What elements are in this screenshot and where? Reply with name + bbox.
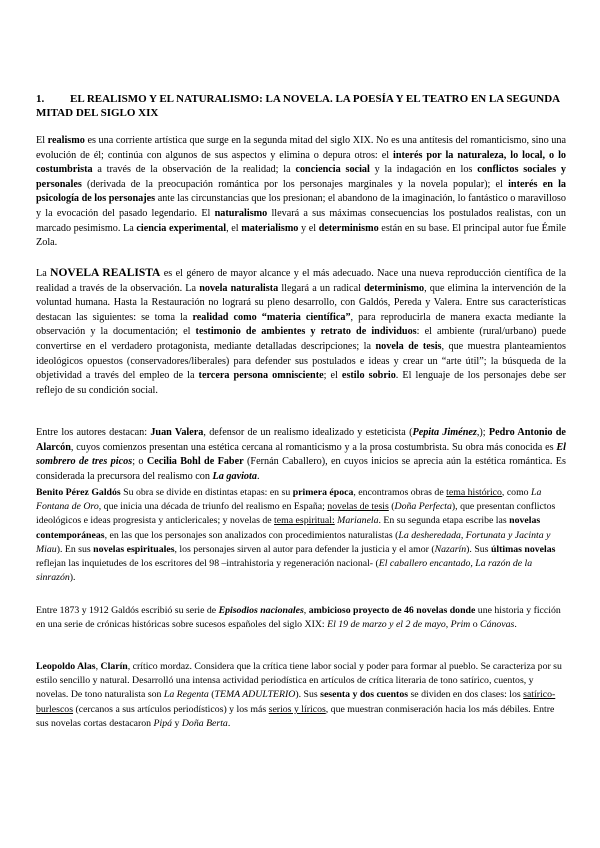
works-contemporaneas: La desheredada, Fortunata y Jacinta y Miau	[36, 529, 551, 555]
text-run: ,	[303, 605, 309, 616]
section-heading	[36, 92, 566, 120]
text-run: , como	[501, 487, 532, 498]
term-tercera-persona: tercera persona omnisciente	[198, 370, 324, 382]
text-run: (cercanos a sus artículos periodísticos) y los más	[73, 703, 269, 715]
text-run: une historia y ficción en una serie de crónicas históricas sobre sucesos españoles del siglo XIX:	[36, 605, 561, 631]
term-ambicioso-proyecto: ambicioso proyecto de 46 novelas donde	[308, 605, 476, 616]
text-run: , defensor de un realismo idealizado y esteticista (	[203, 427, 413, 438]
text-run: se dividen en dos clases: los	[408, 689, 524, 701]
term-psicologia: interés en la psicología de los personajes	[36, 178, 566, 205]
text-run: (Fernán Caballero), en cuyos inicios se aprecia aún la estética romántica. Es considerada la precursora del realismo con	[36, 456, 566, 482]
work-marianela: Marianela	[337, 515, 379, 527]
text-run: Entre 1873 y 1912 Galdós escribió su serie de	[36, 605, 219, 616]
text-run: o	[470, 619, 481, 631]
text-run: ,);	[476, 427, 489, 438]
text-run: llevará a sus máximas consecuencias los postulados realistas, con un marcado pesimismo. La	[36, 207, 566, 234]
work-nazarin: Nazarín	[434, 543, 467, 555]
text-run: y el	[298, 222, 319, 234]
text-run: (derivada de la preocupación romántica por los personajes marginales y la novela popular); el	[81, 178, 509, 190]
text-run: ). Sus	[466, 543, 491, 555]
paragraph-clarin	[36, 660, 566, 731]
text-run: , que elimina la intervención de la voluntad humana. Hasta la Restauración no logrará su pleno desarrollo, con Galdós, Pereda y Valera. Entre sus características destacan las siguientes: se toma la	[36, 282, 567, 323]
term-ultimas-novelas: últimas novelas	[490, 543, 556, 555]
work-pipa: Pipá	[153, 717, 173, 729]
term-materialismo: materialismo	[241, 222, 299, 234]
section-number: 1.	[36, 93, 45, 105]
text-run: ; o	[132, 456, 147, 468]
term-novelas-de-tesis: novelas de tesis	[327, 501, 389, 513]
term-novela-naturalista: novela naturalista	[199, 282, 279, 294]
text-run: llegará a un radical	[278, 282, 365, 294]
text-run: , cuyos comienzos presentan una estética cercana al romanticismo y a la prosa costumbrista. Su obra más conocida es	[70, 441, 557, 453]
term-materia-cientifica: realidad como “materia científica”	[192, 311, 351, 323]
text-run: es una corriente artística que surge en la segunda mitad del siglo XIX. No es una antítesis del romanticismo, sino una evolución de él; continúa con algunos de sus aspectos y elimina o depura otros: el	[36, 135, 566, 161]
term-testimonio: testimonio de ambientes y retrato de individuos	[195, 326, 417, 338]
text-run: es el género de mayor alcance y el más adecuado. Nace una nueva reproducción científica de la realidad a través de la observación. La	[36, 268, 567, 294]
text-run: , crítico mordaz. Considera que la crítica tiene labor social y poder para formar al pueblo. Se caracteriza por su estilo sencillo y natural. Desarrolló una intensa actividad periodística en artículos de crítica literaria de tono satírico, cuentos, y novelas. De tono naturalista son	[36, 661, 562, 701]
work-dona-berta: Doña Berta	[181, 717, 228, 729]
text-run: Entre los autores destacan:	[36, 427, 151, 438]
term-serios-liricos: serios y líricos	[268, 703, 326, 715]
term-ciencia: ciencia experimental	[136, 222, 227, 234]
work-prim: Prim	[450, 619, 471, 631]
text-run: (	[388, 501, 395, 513]
term-novela-de-tesis: novela de tesis	[375, 340, 442, 352]
term-novela-realista: NOVELA REALISTA	[50, 267, 161, 279]
work-pepita-jimenez: Pepita Jiménez	[412, 427, 477, 438]
work-episodios-nacionales: Episodios nacionales	[218, 605, 304, 616]
text-run: , el	[226, 222, 242, 234]
work-canovas: Cánovas	[480, 619, 515, 631]
text-run: , encontramos obras de	[353, 487, 447, 498]
term-sesenta-y-dos-cuentos: sesenta y dos cuentos	[320, 689, 409, 701]
text-run: ), que presentan conflictos ideológicos e ideas progresista y anticlericales; y novelas de	[36, 501, 556, 527]
text-run: , en las que los personajes son analizados con procedimientos naturalistas (	[104, 529, 399, 541]
works-ultimas: El caballero encantado, La razón de la sinrazón	[36, 558, 533, 584]
work-la-regenta: La Regenta	[163, 689, 209, 701]
text-run: (	[208, 689, 215, 701]
work-fontana-de-oro: La Fontana de Oro	[36, 487, 542, 513]
text-run: , que muestran conmiseración hacia los más débiles. Entre sus novelas cortas destacaron	[36, 703, 555, 729]
term-tema-historico: tema histórico	[446, 487, 502, 498]
author-alarcon: Pedro Antonio de Alarcón	[36, 427, 566, 453]
author-clarin: Clarín	[100, 661, 128, 672]
text-run: y	[172, 717, 182, 729]
term-estilo-sobrio: estilo sobrio	[341, 370, 396, 382]
term-novelas-espirituales: novelas espirituales	[93, 543, 175, 555]
text-run: , que muestra planteamientos ideológicos opuestos (conservadores/liberales) para defender sus postulados e ideas y crear un “arte útil”; la búsqueda de la objetividad a través del empleo de la	[36, 340, 566, 382]
author-leopoldo-alas: Leopoldo Alas	[36, 661, 96, 672]
paragraph-episodios	[36, 604, 566, 632]
text-run: .	[514, 619, 517, 631]
section-title: EL REALISMO Y EL NATURALISMO: LA NOVELA. LA POESÍA Y EL TEATRO EN LA SEGUNDA MITAD DEL SIGLO XIX	[36, 93, 560, 119]
text-run: El	[36, 135, 48, 146]
author-bohl: Cecilia Bohl de Faber	[146, 456, 244, 468]
work-sombrero: El sombrero de tres picos	[36, 441, 566, 468]
term-naturalismo: naturalismo	[214, 207, 268, 219]
author-valera: Juan Valera	[150, 427, 204, 438]
text-run: .	[256, 470, 260, 482]
term-realismo: realismo	[47, 135, 85, 146]
text-run: ,	[95, 661, 101, 672]
text-run: ).	[69, 572, 76, 584]
paragraph-novela-realista	[36, 266, 566, 398]
text-run: , para reproducirla de manera exacta mediante la observación y la documentación; el	[36, 311, 567, 338]
term-novelas-contemporaneas: novelas contemporáneas	[36, 515, 541, 541]
work-dona-perfecta: Doña Perfecta	[394, 501, 452, 513]
text-run: ; el	[323, 370, 342, 382]
term-conflictos: conflictos sociales y personales	[36, 164, 566, 190]
work-19-de-marzo: El 19 de marzo y el 2 de mayo	[327, 619, 446, 631]
term-conciencia-social: conciencia social	[295, 164, 370, 176]
text-run: reflejan las inquietudes de los escritores del 98 –intrahistoria y regeneración nacional- (	[36, 558, 379, 570]
text-run: Su obra se divide en distintas etapas: en su	[120, 487, 293, 498]
text-run: están en su base. El principal autor fue Émile Zola.	[36, 222, 566, 249]
term-satirico-burlescos: satírico- burlescos	[36, 689, 556, 715]
text-run: . El lenguaje de los personajes debe ser reflejo de su condición social.	[36, 370, 566, 396]
term-determinismo: determinismo	[364, 282, 425, 294]
paragraph-realismo	[36, 134, 566, 251]
text-run: . En su segunda etapa escribe las	[378, 515, 510, 527]
text-run: ). En sus	[56, 543, 94, 555]
text-run: La	[36, 268, 51, 279]
text-run: y la indagación en los	[369, 164, 478, 176]
text-run: .	[227, 717, 231, 729]
text-run: , los personajes sirven al autor para defender la justicia y el amor (	[174, 543, 435, 555]
text-run: ,	[445, 619, 451, 631]
paragraph-autores	[36, 426, 566, 484]
term-naturaleza: interés por la naturaleza, lo local, o lo costumbrista	[36, 149, 566, 176]
term-tema-adulterio: TEMA ADULTERIO	[214, 689, 296, 701]
text-run: ). Sus	[295, 689, 321, 701]
text-run: a través de la observación de la realidad; la	[92, 164, 296, 176]
text-run: : el ambiente (rural/urbano) puede convertirse en el verdadero protagonista, mediante detalladas descripciones; la	[36, 326, 566, 352]
paragraph-galdos	[36, 486, 566, 585]
term-determinismo: determinismo	[318, 222, 379, 234]
text-run: , que inicia una década de triunfo del realismo en España;	[98, 501, 328, 513]
text-run: ante las circunstancias que los presionan; el abandono de la imaginación, lo fantástico o maravilloso y la evocación del pasado legendario. El	[36, 193, 566, 219]
work-la-gaviota: La gaviota	[212, 470, 257, 482]
term-primera-epoca: primera época	[292, 487, 354, 498]
author-galdos: Benito Pérez Galdós	[36, 487, 121, 498]
term-tema-espiritual: tema espiritual:	[274, 515, 335, 527]
